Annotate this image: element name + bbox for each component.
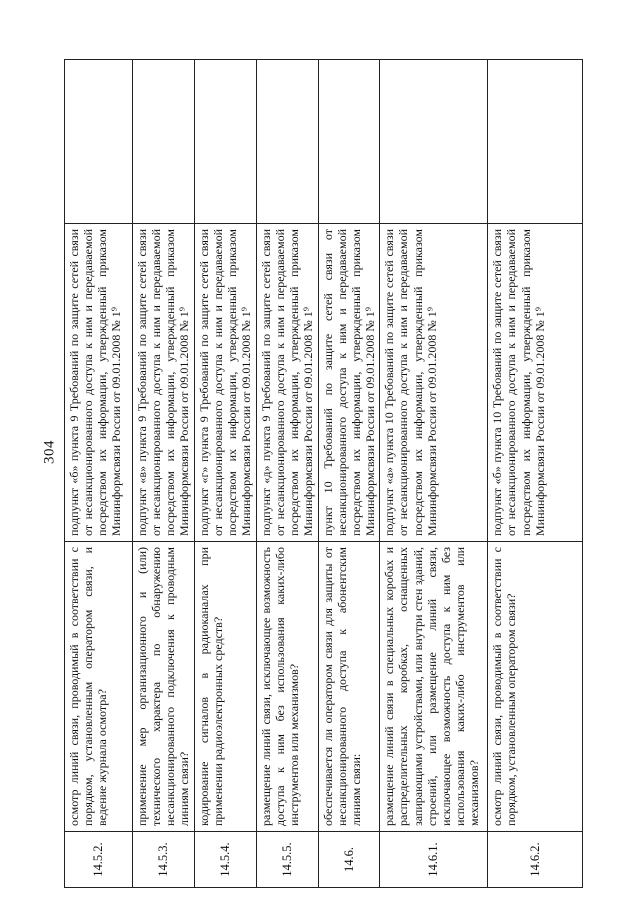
legal-reference: подпункт «б» пункта 10 Требований по защите сетей связи от несанкционированного доступа к ним и передаваемой посредством их информации, утвержденный приказом Мининформсвязи России от 09.01.2008 № 1⁹ (488, 224, 583, 542)
table-row (65, 60, 133, 888)
table-row (380, 60, 488, 888)
table-row (195, 60, 257, 888)
answer-cell (380, 60, 488, 224)
page-number-text: 304 (41, 440, 58, 464)
checklist-table-container (64, 60, 571, 888)
legal-reference: подпункт «г» пункта 9 Требований по защите сетей связи от несанкционированного доступа к ним и передаваемой посредством их информации, утвержденный приказом Мининформсвязи России от 09.01.2008 № 1⁹ (195, 224, 257, 542)
requirement-question: осмотр линий связи, проводимый в соответствии с порядком, установленным оператором связи? (488, 542, 583, 832)
item-number: 14.5.2. (65, 832, 133, 888)
answer-cell (256, 60, 318, 224)
answer-cell (133, 60, 195, 224)
item-number: 14.5.3. (133, 832, 195, 888)
requirement-question: обеспечивается ли оператором связи для защиты от несанкционированного доступа к абонентским линиям связи: (318, 542, 380, 832)
legal-reference: подпункт «б» пункта 9 Требований по защите сетей связи от несанкционированного доступа к ним и передаваемой посредством их информации, утвержденный приказом Мининформсвязи России от 09.01.2008 № 1⁹ (65, 224, 133, 542)
requirement-question: размещение линий связи в специальных коробах и распределительных коробках, оснащенных запирающими устройствами, или внутри стен зданий, строений, или размещение линий связи, исключающее возможность доступа к ним без использования каких-либо инструментов или механизмов? (380, 542, 488, 832)
legal-reference: подпункт «в» пункта 9 Требований по защите сетей связи от несанкционированного доступа к ним и передаваемой посредством их информации, утвержденный приказом Мининформсвязи России от 09.01.2008 № 1⁹ (133, 224, 195, 542)
item-number: 14.5.4. (195, 832, 257, 888)
item-number: 14.6.2. (488, 832, 583, 888)
item-number: 14.6. (318, 832, 380, 888)
requirement-question: размещение линий связи, исключающее возможность доступа к ним без использования каких-либо инструментов или механизмов? (256, 542, 318, 832)
item-number: 14.5.5. (256, 832, 318, 888)
checklist-table (64, 59, 583, 888)
requirement-question: применение мер организационного и (или) технического характера по обнаружению несанкционированного подключения к проводным линиям связи? (133, 542, 195, 832)
answer-cell (488, 60, 583, 224)
answer-cell (65, 60, 133, 224)
table-row (488, 60, 583, 888)
requirement-question: кодирование сигналов в радиоканалах при применении радиоэлектронных средств? (195, 542, 257, 832)
legal-reference: подпункт «д» пункта 9 Требований по защите сетей связи от несанкционированного доступа к ним и передаваемой посредством их информации, утвержденный приказом Мининформсвязи России от 09.01.2008 № 1⁹ (256, 224, 318, 542)
requirement-question: осмотр линий связи, проводимый в соответствии с порядком, установленным оператором связи, и ведение журнала осмотра? (65, 542, 133, 832)
table-row (256, 60, 318, 888)
answer-cell (195, 60, 257, 224)
answer-cell (318, 60, 380, 224)
item-number: 14.6.1. (380, 832, 488, 888)
table-row (318, 60, 380, 888)
table-row (133, 60, 195, 888)
legal-reference: подпункт «а» пункта 10 Требований по защите сетей связи от несанкционированного доступа к ним и передаваемой посредством их информации, утвержденный приказом Мининформсвязи России от 09.01.2008 № 1⁹ (380, 224, 488, 542)
rotated-table-frame (64, 60, 571, 888)
legal-reference: пункт 10 Требований по защите сетей связи от несанкционированного доступа к ним и передаваемой посредством их информации, утвержденный приказом Мининформсвязи России от 09.01.2008 № 1⁹ (318, 224, 380, 542)
